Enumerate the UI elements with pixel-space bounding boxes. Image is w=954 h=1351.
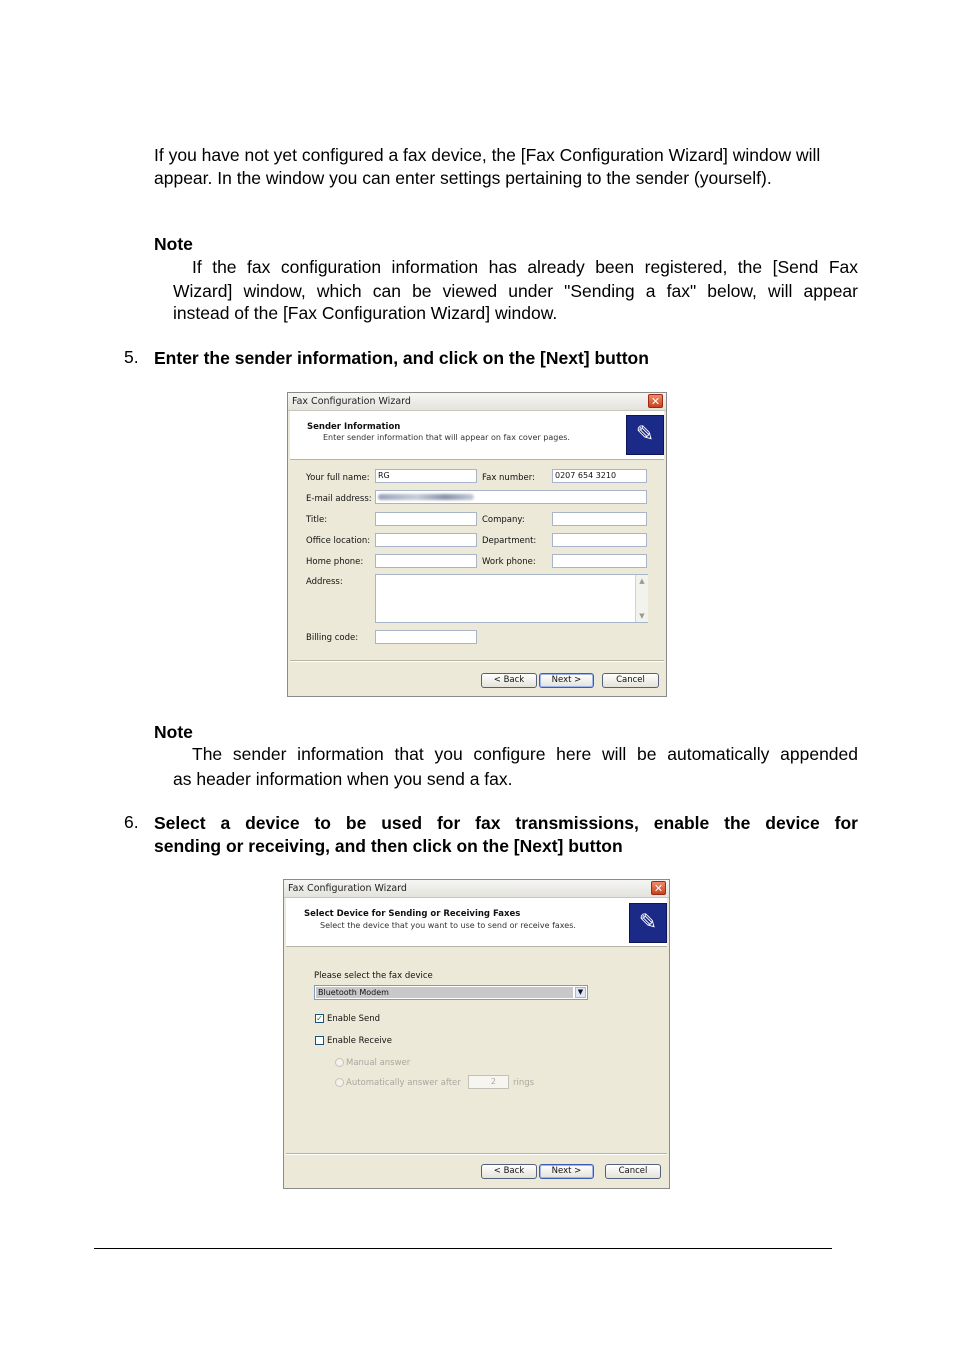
step-instruction: sending or receiving, and then click on the [Next] button (154, 836, 623, 856)
header-title: Sender Information (307, 422, 401, 432)
address-label: Address: (306, 577, 343, 587)
close-icon[interactable]: ✕ (648, 394, 663, 408)
header-subtitle: Select the device that you want to use to send or receive faxes. (320, 921, 576, 930)
home-phone-field[interactable] (375, 554, 477, 568)
billing-code-label: Billing code: (306, 633, 359, 643)
auto-answer-radio[interactable] (335, 1078, 344, 1087)
cancel-button[interactable]: Cancel (605, 1164, 661, 1179)
manual-answer-label: Manual answer (346, 1058, 411, 1068)
note-line: instead of the [Fax Configuration Wizard] window. (173, 303, 558, 323)
fax-wizard-logo-icon: ✎ (629, 903, 667, 943)
company-label: Company: (482, 515, 525, 525)
title-label: Title: (306, 515, 328, 525)
header-subtitle: Enter sender information that will appear on fax cover pages. (323, 433, 570, 442)
header-title: Select Device for Sending or Receiving Faxes (304, 909, 521, 919)
fax-number-field[interactable]: 0207 654 3210 (552, 469, 647, 483)
chevron-down-icon[interactable]: ▼ (575, 987, 586, 998)
department-label: Department: (482, 536, 537, 546)
dialog-titlebar (288, 393, 666, 411)
fax-number-label: Fax number: (482, 473, 535, 483)
work-phone-label: Work phone: (482, 557, 536, 567)
wizard-header (290, 411, 664, 460)
home-phone-label: Home phone: (306, 557, 364, 567)
note-line: Wizard] window, which can be viewed under "Sending a fax" below, will appear (173, 281, 858, 301)
note-line: If the fax configuration information has already been registered, the [Send Fax (192, 257, 858, 277)
full-name-field[interactable]: RG (375, 469, 477, 483)
button-separator (286, 1153, 667, 1155)
scroll-up-icon[interactable]: ▲ (639, 577, 645, 585)
enable-receive-checkbox[interactable] (315, 1036, 324, 1045)
cancel-button[interactable]: Cancel (602, 673, 659, 688)
intro-paragraph: If you have not yet configured a fax device, the [Fax Configuration Wizard] window will appear. In the window you can enter settings pertaining to the sender (yourself). (154, 145, 821, 188)
back-button[interactable]: < Back (481, 1164, 537, 1179)
auto-answer-label: Automatically answer after (346, 1078, 461, 1088)
department-field[interactable] (552, 533, 647, 547)
note-heading: Note (154, 722, 193, 742)
next-button[interactable]: Next > (539, 1164, 594, 1179)
step-number: 5. (124, 347, 139, 367)
email-label: E-mail address: (306, 494, 372, 504)
note-line: as header information when you send a fax. (173, 769, 513, 789)
fax-device-dropdown[interactable] (314, 985, 588, 1000)
enable-receive-label: Enable Receive (327, 1036, 392, 1046)
select-device-dialog (283, 879, 670, 1189)
full-name-label: Your full name: (306, 473, 370, 483)
address-field[interactable] (375, 574, 648, 623)
back-button[interactable]: < Back (481, 673, 537, 688)
dialog-title: Fax Configuration Wizard (288, 883, 407, 894)
work-phone-field[interactable] (552, 554, 647, 568)
office-location-field[interactable] (375, 533, 477, 547)
rings-label: rings (513, 1078, 535, 1088)
dialog-titlebar (284, 880, 669, 898)
office-location-label: Office location: (306, 536, 371, 546)
dialog-title: Fax Configuration Wizard (292, 396, 411, 407)
next-button[interactable]: Next > (539, 673, 594, 688)
button-separator (290, 660, 664, 662)
step-number: 6. (124, 812, 139, 832)
rings-spinner[interactable]: 2 (468, 1075, 509, 1089)
blurred-email-value (378, 494, 474, 500)
email-field[interactable] (375, 490, 647, 504)
sender-information-dialog (287, 392, 667, 697)
footer-divider (94, 1248, 832, 1249)
manual-answer-radio[interactable] (335, 1058, 344, 1067)
step-instruction: Enter the sender information, and click on the [Next] button (154, 348, 649, 368)
device-select-label: Please select the fax device (314, 971, 433, 981)
note-heading: Note (154, 234, 193, 254)
company-field[interactable] (552, 512, 647, 526)
scroll-down-icon[interactable]: ▼ (639, 612, 645, 620)
step-instruction: Select a device to be used for fax transmissions, enable the device for (154, 813, 858, 833)
selected-device: Bluetooth Modem (316, 987, 573, 998)
enable-send-label: Enable Send (327, 1014, 381, 1024)
note-line: The sender information that you configure here will be automatically appended (192, 744, 858, 764)
address-scrollbar[interactable] (635, 575, 648, 622)
enable-send-checkbox[interactable]: ✓ (316, 1014, 323, 1023)
fax-wizard-logo-icon: ✎ (626, 415, 664, 455)
close-icon[interactable]: ✕ (651, 881, 666, 895)
billing-code-field[interactable] (375, 630, 477, 644)
wizard-header (286, 898, 667, 947)
title-field[interactable] (375, 512, 477, 526)
